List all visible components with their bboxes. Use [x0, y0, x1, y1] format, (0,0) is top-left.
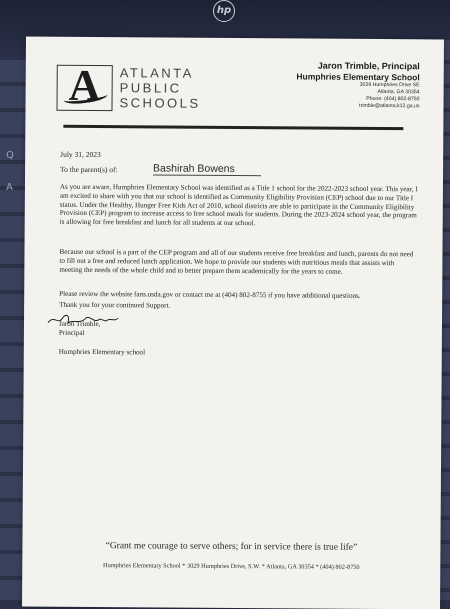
signer-name: Jaron Trimble,	[58, 319, 101, 329]
closing-line: Thank you for your continued Support.	[59, 300, 171, 310]
salutation: To the parent(s) of:	[60, 164, 118, 175]
school-name: Humphries Elementary School	[296, 71, 420, 83]
paragraph-3: Please review the website fans.usda.gov or contact me at (404) 802-8755 if you have additional questions.	[59, 289, 361, 300]
logo-letter: A	[68, 60, 101, 111]
signer-school: Humphries Elementary school	[58, 347, 146, 357]
logo-line-3: SCHOOLS	[119, 95, 201, 111]
school-address: 3029 Humphries Drive SE	[359, 81, 420, 89]
letter-paper	[22, 37, 444, 609]
logo-line-2: PUBLIC	[119, 80, 182, 96]
school-motto: “Grant me courage to serve others; for in service there is true life”	[105, 541, 358, 553]
school-city: Atlanta, GA 30354	[377, 89, 420, 96]
principal-name: Jaron Trimble, Principal	[317, 60, 420, 72]
hp-logo-icon: hp	[213, 0, 235, 22]
school-phone: Phone: (404) 802-8750	[366, 95, 420, 103]
letter-footer: Humphries Elementary School * 3029 Humphries Drive, S.W. * Atlanta, GA 30354 * (404) 802-8750	[103, 562, 360, 571]
key-a-label: A	[6, 182, 13, 193]
signer-block	[59, 320, 101, 338]
key-q-label: Q	[6, 150, 14, 161]
aps-logo-icon	[56, 60, 112, 111]
letterhead	[296, 60, 420, 110]
school-email: trimble@atlanta.k12.ga.us	[359, 102, 420, 110]
paragraph-1: As you are aware, Humphries Elementary School was identified as a Title 1 school for the 2022-2023 school year. This year, I am excited to share with you that our school is identified as Community Eligibility Provision (CEP) school due to our Title I status. Under the Healthy, Hunger Free Kids Act of 2010, school districts are able to participate in the Community Eligibility Provision (CEP) program to increase access to free school meals for students. During the 2023-2024 school year, the program is allowing for free breakfast and lunch for all students at our school.	[59, 182, 418, 228]
student-name: Bashirah Bowens	[153, 162, 261, 176]
logo-wordmark	[119, 65, 200, 111]
signer-title: Principal	[58, 328, 85, 337]
logo-line-1: ATLANTA	[119, 65, 194, 81]
letter-date: July 31, 2023	[60, 149, 101, 160]
paragraph-2: Because our school is a part of the CEP program and all of our students receive free breakfast and lunch, parents do not need to fill out a free and reduced lunch application. We hope to provide our students with nutritious meals that assists with meeting the needs of the whole child and to better prepare them academically for the years to come.	[59, 247, 414, 276]
header-divider	[63, 125, 403, 130]
